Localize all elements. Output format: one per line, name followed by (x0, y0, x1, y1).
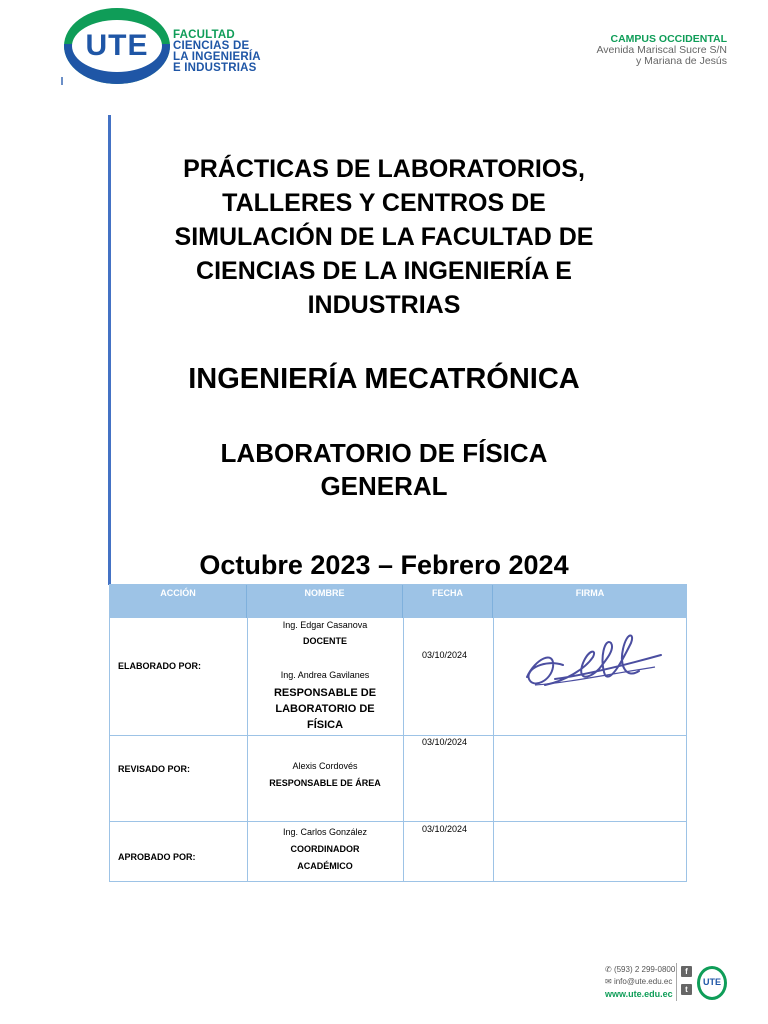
role-line: LABORATORIO DE (275, 703, 375, 715)
row-action: ELABORADO POR: (118, 661, 201, 671)
ute-logo (64, 8, 170, 84)
title-line: SIMULACIÓN DE LA FACULTAD DE (174, 223, 594, 251)
name: Ing. Carlos González (282, 827, 368, 837)
campus-address: y Mariana de Jesús (635, 55, 727, 67)
logo-text: UTE (85, 29, 149, 62)
row-action: APROBADO POR: (118, 852, 196, 862)
date: 03/10/2024 (422, 824, 468, 834)
row-divider (110, 735, 686, 736)
lab-line: LABORATORIO DE FÍSICA (220, 438, 548, 468)
name: Ing. Andrea Gavilanes (280, 670, 370, 680)
column-divider (493, 585, 494, 881)
header-accion: ACCIÓN (110, 585, 247, 618)
phone-text: (593) 2 299-0800 (613, 965, 676, 974)
faculty-line: CIENCIAS DE (173, 40, 250, 52)
faculty-line: LA INGENIERÍA (173, 51, 261, 63)
website-link[interactable]: www.ute.edu.ec (605, 989, 673, 999)
logo-mark (61, 77, 63, 85)
title-line: CIENCIAS DE LA INGENIERÍA E (196, 257, 572, 285)
footer-ute-logo (697, 966, 727, 1000)
date: 03/10/2024 (422, 650, 468, 660)
role (247, 841, 403, 875)
faculty-line: E INDUSTRIAS (173, 62, 257, 74)
period-title: Octubre 2023 – Febrero 2024 (199, 550, 569, 580)
column-divider (403, 585, 404, 881)
twitter-icon[interactable]: t (681, 984, 692, 995)
role: RESPONSABLE DE ÁREA (269, 778, 381, 788)
date: 03/10/2024 (422, 737, 468, 747)
phone-icon: ✆ (605, 965, 612, 974)
role-line: FÍSICA (306, 719, 344, 731)
row-divider (110, 821, 686, 822)
header-nombre: NOMBRE (247, 585, 403, 618)
title-line: TALLERES Y CENTROS DE (222, 189, 546, 217)
faculty-name (173, 30, 261, 74)
footer-phone (605, 964, 675, 976)
email-link[interactable]: info@ute.edu.ec (613, 977, 673, 986)
row-action: REVISADO POR: (118, 764, 191, 774)
name: Alexis Cordovés (292, 761, 358, 771)
footer-logo-text: UTE (703, 977, 721, 987)
mail-icon: ✉ (605, 977, 612, 986)
lab-title (112, 437, 656, 503)
role-line: COORDINADOR (290, 844, 360, 854)
footer-divider (676, 963, 677, 1001)
role (247, 685, 403, 733)
facebook-icon[interactable]: f (681, 966, 692, 977)
role-line: RESPONSABLE DE (273, 687, 377, 699)
title-line: INDUSTRIAS (307, 291, 461, 319)
left-rule (108, 115, 111, 585)
lab-line: GENERAL (320, 471, 448, 501)
footer-contacts (605, 964, 675, 1000)
campus-address: Avenida Mariscal Sucre S/N (596, 44, 727, 56)
signature-image (515, 619, 665, 703)
header-firma: FIRMA (493, 585, 687, 618)
role: DOCENTE (302, 636, 347, 646)
campus-title: CAMPUS OCCIDENTAL (610, 33, 727, 45)
faculty-line: FACULTAD (173, 29, 235, 41)
career-title: INGENIERÍA MECATRÓNICA (188, 363, 580, 395)
header-fecha: FECHA (403, 585, 493, 618)
role-line: ACADÉMICO (297, 861, 353, 871)
campus-info (596, 34, 727, 67)
document-title (112, 152, 656, 322)
footer-email (605, 976, 675, 988)
name: Ing. Edgar Casanova (282, 620, 368, 630)
approval-table (109, 584, 687, 882)
title-line: PRÁCTICAS DE LABORATORIOS, (183, 155, 585, 183)
